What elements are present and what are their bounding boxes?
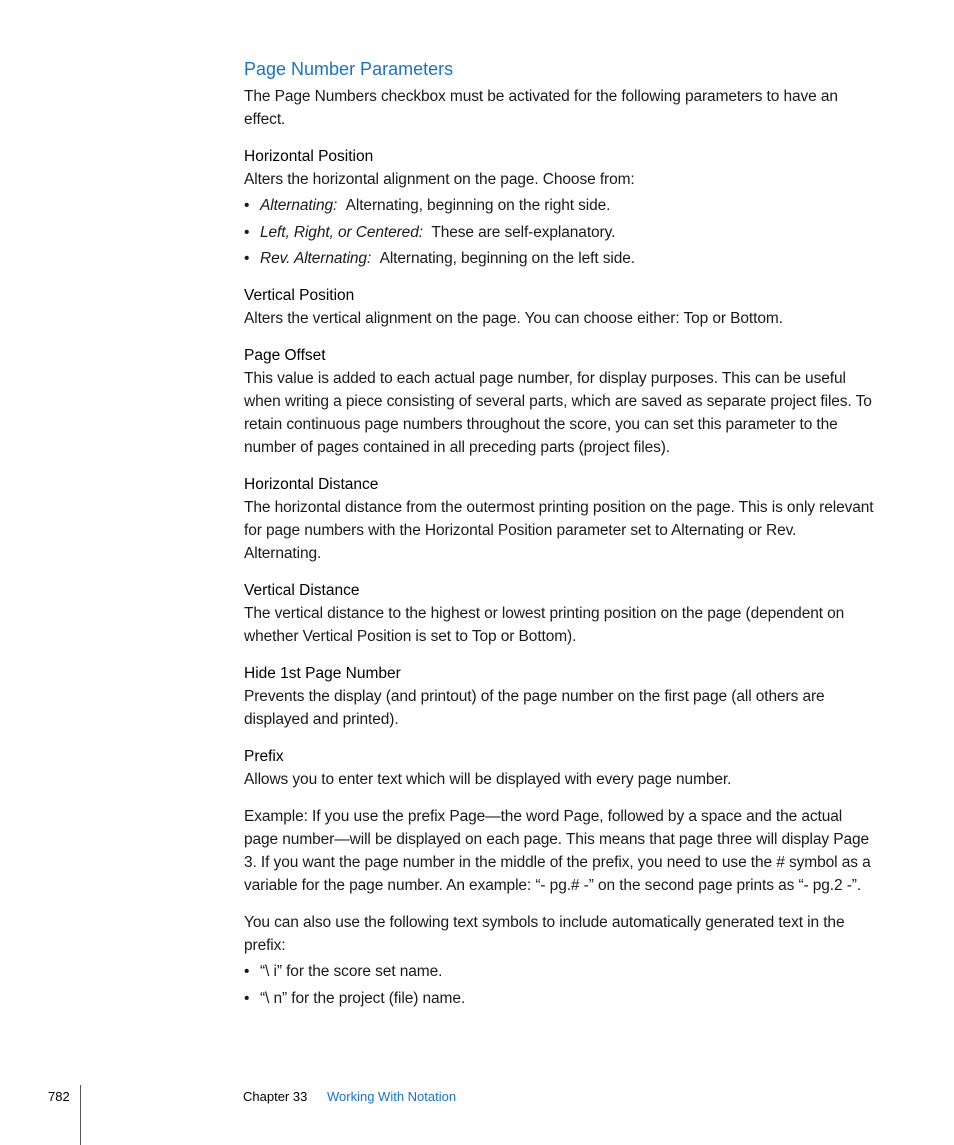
list-item-term: Rev. Alternating: bbox=[260, 250, 372, 267]
vertical-distance-heading: Vertical Distance bbox=[244, 582, 360, 599]
bullet-icon: • bbox=[244, 989, 250, 1007]
list-item-desc: Alternating, beginning on the right side. bbox=[345, 197, 611, 214]
hide-first-page-text: Prevents the display (and printout) of the page number on the first page (all others are displayed and printed). bbox=[244, 688, 825, 728]
list-item-desc: These are self-explanatory. bbox=[431, 223, 616, 241]
vertical-position-heading: Vertical Position bbox=[244, 287, 355, 304]
vertical-distance-text: The vertical distance to the highest or lowest printing position on the page (dependent on whether Vertical Position is set to Top or Bottom). bbox=[244, 605, 845, 645]
list-item bbox=[244, 987, 874, 1010]
vertical-position-text: Alters the vertical alignment on the page. You can choose either: Top or Bottom. bbox=[244, 310, 783, 327]
horizontal-distance-heading: Horizontal Distance bbox=[244, 476, 379, 493]
list-item-term: Left, Right, or Centered: bbox=[260, 223, 423, 241]
list-item bbox=[244, 960, 874, 983]
bullet-icon: • bbox=[244, 963, 250, 980]
list-item-term: Alternating: bbox=[260, 197, 338, 214]
page-number: 782 bbox=[48, 1089, 70, 1104]
list-item-text: “\ n” for the project (file) name. bbox=[260, 989, 466, 1007]
horizontal-distance-text: The horizontal distance from the outermost printing position on the page. This is only relevant for page numbers with the Horizontal Position parameter set to Alternating or Rev. Alternating. bbox=[244, 499, 874, 562]
horizontal-position-list bbox=[244, 194, 874, 270]
list-item-desc: Alternating, beginning on the left side. bbox=[379, 250, 635, 267]
prefix-text: Allows you to enter text which will be displayed with every page number. bbox=[244, 771, 732, 788]
footer-chapter: Chapter 33 bbox=[243, 1089, 308, 1104]
bullet-icon: • bbox=[244, 250, 250, 267]
list-item bbox=[244, 247, 874, 270]
page-content bbox=[244, 57, 874, 1013]
prefix-symbols-list bbox=[244, 960, 874, 1010]
list-item bbox=[244, 194, 874, 217]
prefix-example: Example: If you use the prefix Page—the word Page, followed by a space and the actual page number—will be displayed on each page. This means that page three will display Page 3. If you want the page number in the middle of the prefix, you need to use the # symbol as a variable for the page number. An example: “- pg.# -” on the second page prints as “- pg.2 -”. bbox=[244, 808, 871, 894]
intro-paragraph: The Page Numbers checkbox must be activated for the following parameters to have an effect. bbox=[244, 88, 838, 128]
page-offset-heading: Page Offset bbox=[244, 347, 326, 364]
bullet-icon: • bbox=[244, 223, 250, 241]
page-offset-text: This value is added to each actual page number, for display purposes. This can be useful when writing a piece consisting of several parts, which are saved as separate project files. To retain continuous page numbers throughout the score, you can set this parameter to the number of pages contained in all preceding parts (project files). bbox=[244, 370, 872, 456]
footer-divider bbox=[80, 1085, 81, 1145]
prefix-heading: Prefix bbox=[244, 748, 284, 765]
list-item bbox=[244, 221, 874, 244]
prefix-symbols-intro: You can also use the following text symbols to include automatically generated text in the prefix: bbox=[244, 914, 845, 954]
bullet-icon: • bbox=[244, 197, 250, 214]
list-item-text: “\ i” for the score set name. bbox=[260, 963, 443, 980]
horizontal-position-text: Alters the horizontal alignment on the page. Choose from: bbox=[244, 171, 635, 188]
page-title: Page Number Parameters bbox=[244, 59, 454, 79]
hide-first-page-heading: Hide 1st Page Number bbox=[244, 665, 401, 682]
footer-chapter-title-link[interactable]: Working With Notation bbox=[327, 1089, 457, 1104]
horizontal-position-heading: Horizontal Position bbox=[244, 148, 374, 165]
